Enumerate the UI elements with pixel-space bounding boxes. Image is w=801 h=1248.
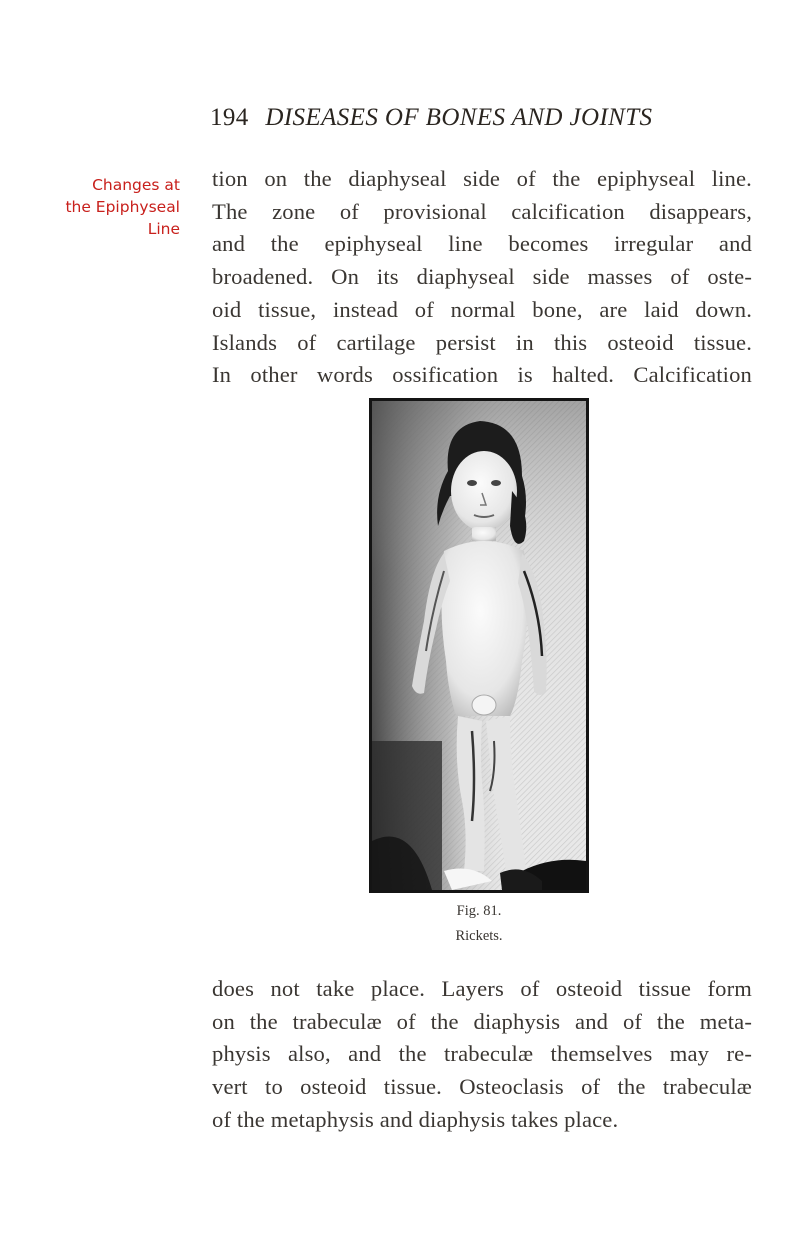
text-line: Islands of cartilage persist in this osteoid tissue.	[212, 329, 752, 355]
text-line: broadened. On its diaphyseal side masses of oste-	[212, 264, 752, 290]
figure-photograph	[369, 398, 589, 893]
text-line: oid tissue, instead of normal bone, are laid down.	[212, 296, 752, 322]
text-line: The zone of provisional calcification disappears,	[212, 198, 752, 224]
text-line: physis also, and the trabeculæ themselves may re-	[212, 1041, 752, 1067]
child-photograph-image	[372, 401, 586, 890]
text-line: does not take place. Layers of osteoid tissue form	[212, 976, 752, 1001]
margin-note-line: Line	[147, 220, 180, 238]
margin-note-line: Changes at	[92, 176, 180, 194]
figure-label: Fig. 81.	[456, 903, 502, 919]
margin-note	[0, 174, 180, 240]
page-number: 194	[210, 104, 249, 131]
paragraph-2	[212, 973, 752, 1137]
text-line: In other words ossification is halted. Calcification	[212, 362, 752, 388]
text-line: and the epiphyseal line becomes irregular and	[212, 231, 752, 257]
running-title: DISEASES OF BONES AND JOINTS	[265, 104, 653, 131]
text-line: on the trabeculæ of the diaphysis and of the meta-	[212, 1008, 752, 1034]
paragraph-1	[212, 163, 752, 392]
margin-note-line: the Epiphyseal	[65, 198, 180, 216]
page-header	[210, 103, 770, 133]
figure-caption: Rickets.	[455, 928, 503, 944]
text-line: tion on the diaphyseal side of the epiphyseal line.	[212, 166, 752, 191]
text-line: of the metaphysis and diaphysis takes place.	[212, 1106, 619, 1132]
text-line: vert to osteoid tissue. Osteoclasis of the trabeculæ	[212, 1074, 752, 1100]
